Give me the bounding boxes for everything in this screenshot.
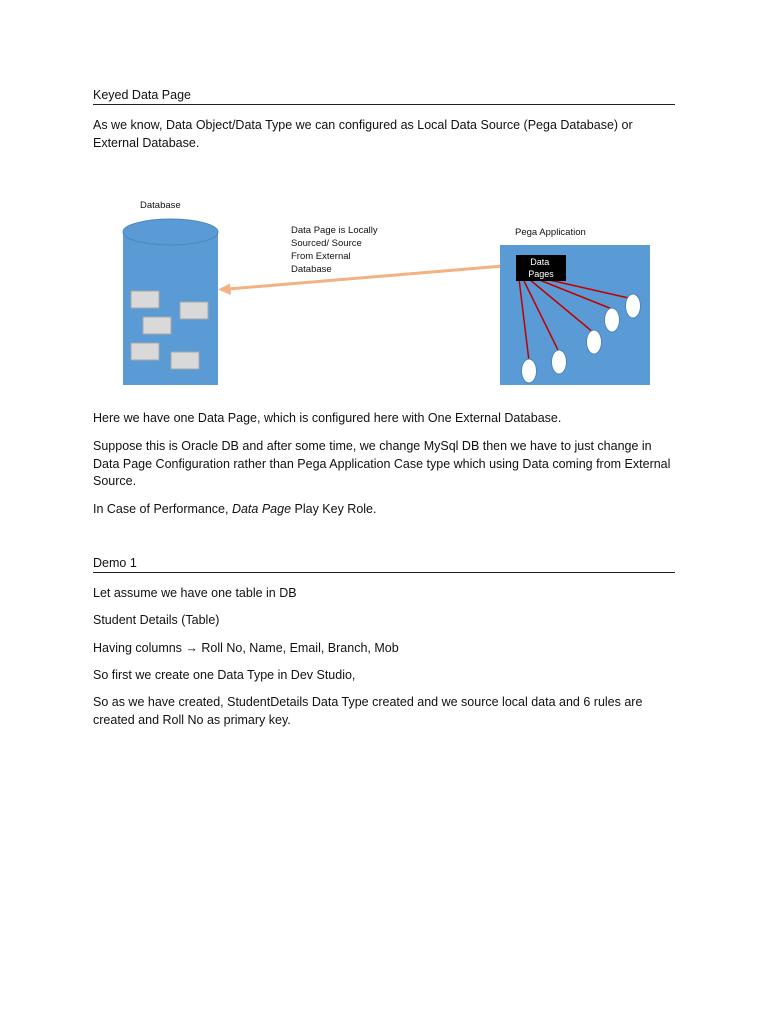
database-top — [123, 219, 218, 245]
db-table-box — [171, 352, 199, 369]
db-table-box — [180, 302, 208, 319]
data-page-instance — [605, 308, 620, 332]
data-page-instance — [552, 350, 567, 374]
diagram-svg — [93, 185, 675, 400]
data-pages-label: Data Pages — [528, 257, 554, 279]
arrow-right-icon: → — [185, 641, 198, 655]
data-page-instance — [587, 330, 602, 354]
paragraph-one-data-page: Here we have one Data Page, which is configured here with One External Database. — [93, 411, 562, 425]
data-page-instance — [522, 359, 537, 383]
demo-line-create-data-type: So first we create one Data Type in Dev Studio, — [93, 668, 356, 682]
section-heading-demo-1: Demo 1 — [93, 556, 675, 573]
db-table-box — [143, 317, 171, 334]
database-label: Database — [140, 200, 181, 211]
db-table-box — [131, 343, 159, 360]
data-page-instance — [626, 294, 641, 318]
database-cylinder — [123, 219, 218, 385]
demo-line-columns: Having columns → Roll No, Name, Email, Branch, Mob — [93, 641, 399, 655]
db-table-box — [131, 291, 159, 308]
paragraph-performance: In Case of Performance, Data Page Play Key Role. — [93, 502, 377, 516]
intro-paragraph: As we know, Data Object/Data Type we can configured as Local Data Source (Pega Database) or External Database. — [93, 118, 633, 150]
sourcing-arrow — [218, 266, 503, 295]
demo-line-student-details: Student Details (Table) — [93, 613, 220, 627]
demo-line-studentdetails: So as we have created, StudentDetails Data Type created and we source local data and 6 rules are created and Roll No as primary key. — [93, 695, 643, 727]
demo-line-table: Let assume we have one table in DB — [93, 586, 297, 600]
architecture-diagram — [93, 185, 675, 400]
pega-application-label: Pega Application — [515, 227, 586, 238]
paragraph-oracle-mysql: Suppose this is Oracle DB and after some time, we change MySql DB then we have to just change in Data Page Configuration rather than Pega Application Case type which using Data coming from External Source. — [93, 439, 671, 488]
section-heading-keyed-data-page: Keyed Data Page — [93, 88, 675, 105]
data-page-emphasis: Data Page — [231, 502, 292, 516]
arrow-label: Data Page is Locally Sourced/ Source From External Database — [291, 225, 378, 275]
